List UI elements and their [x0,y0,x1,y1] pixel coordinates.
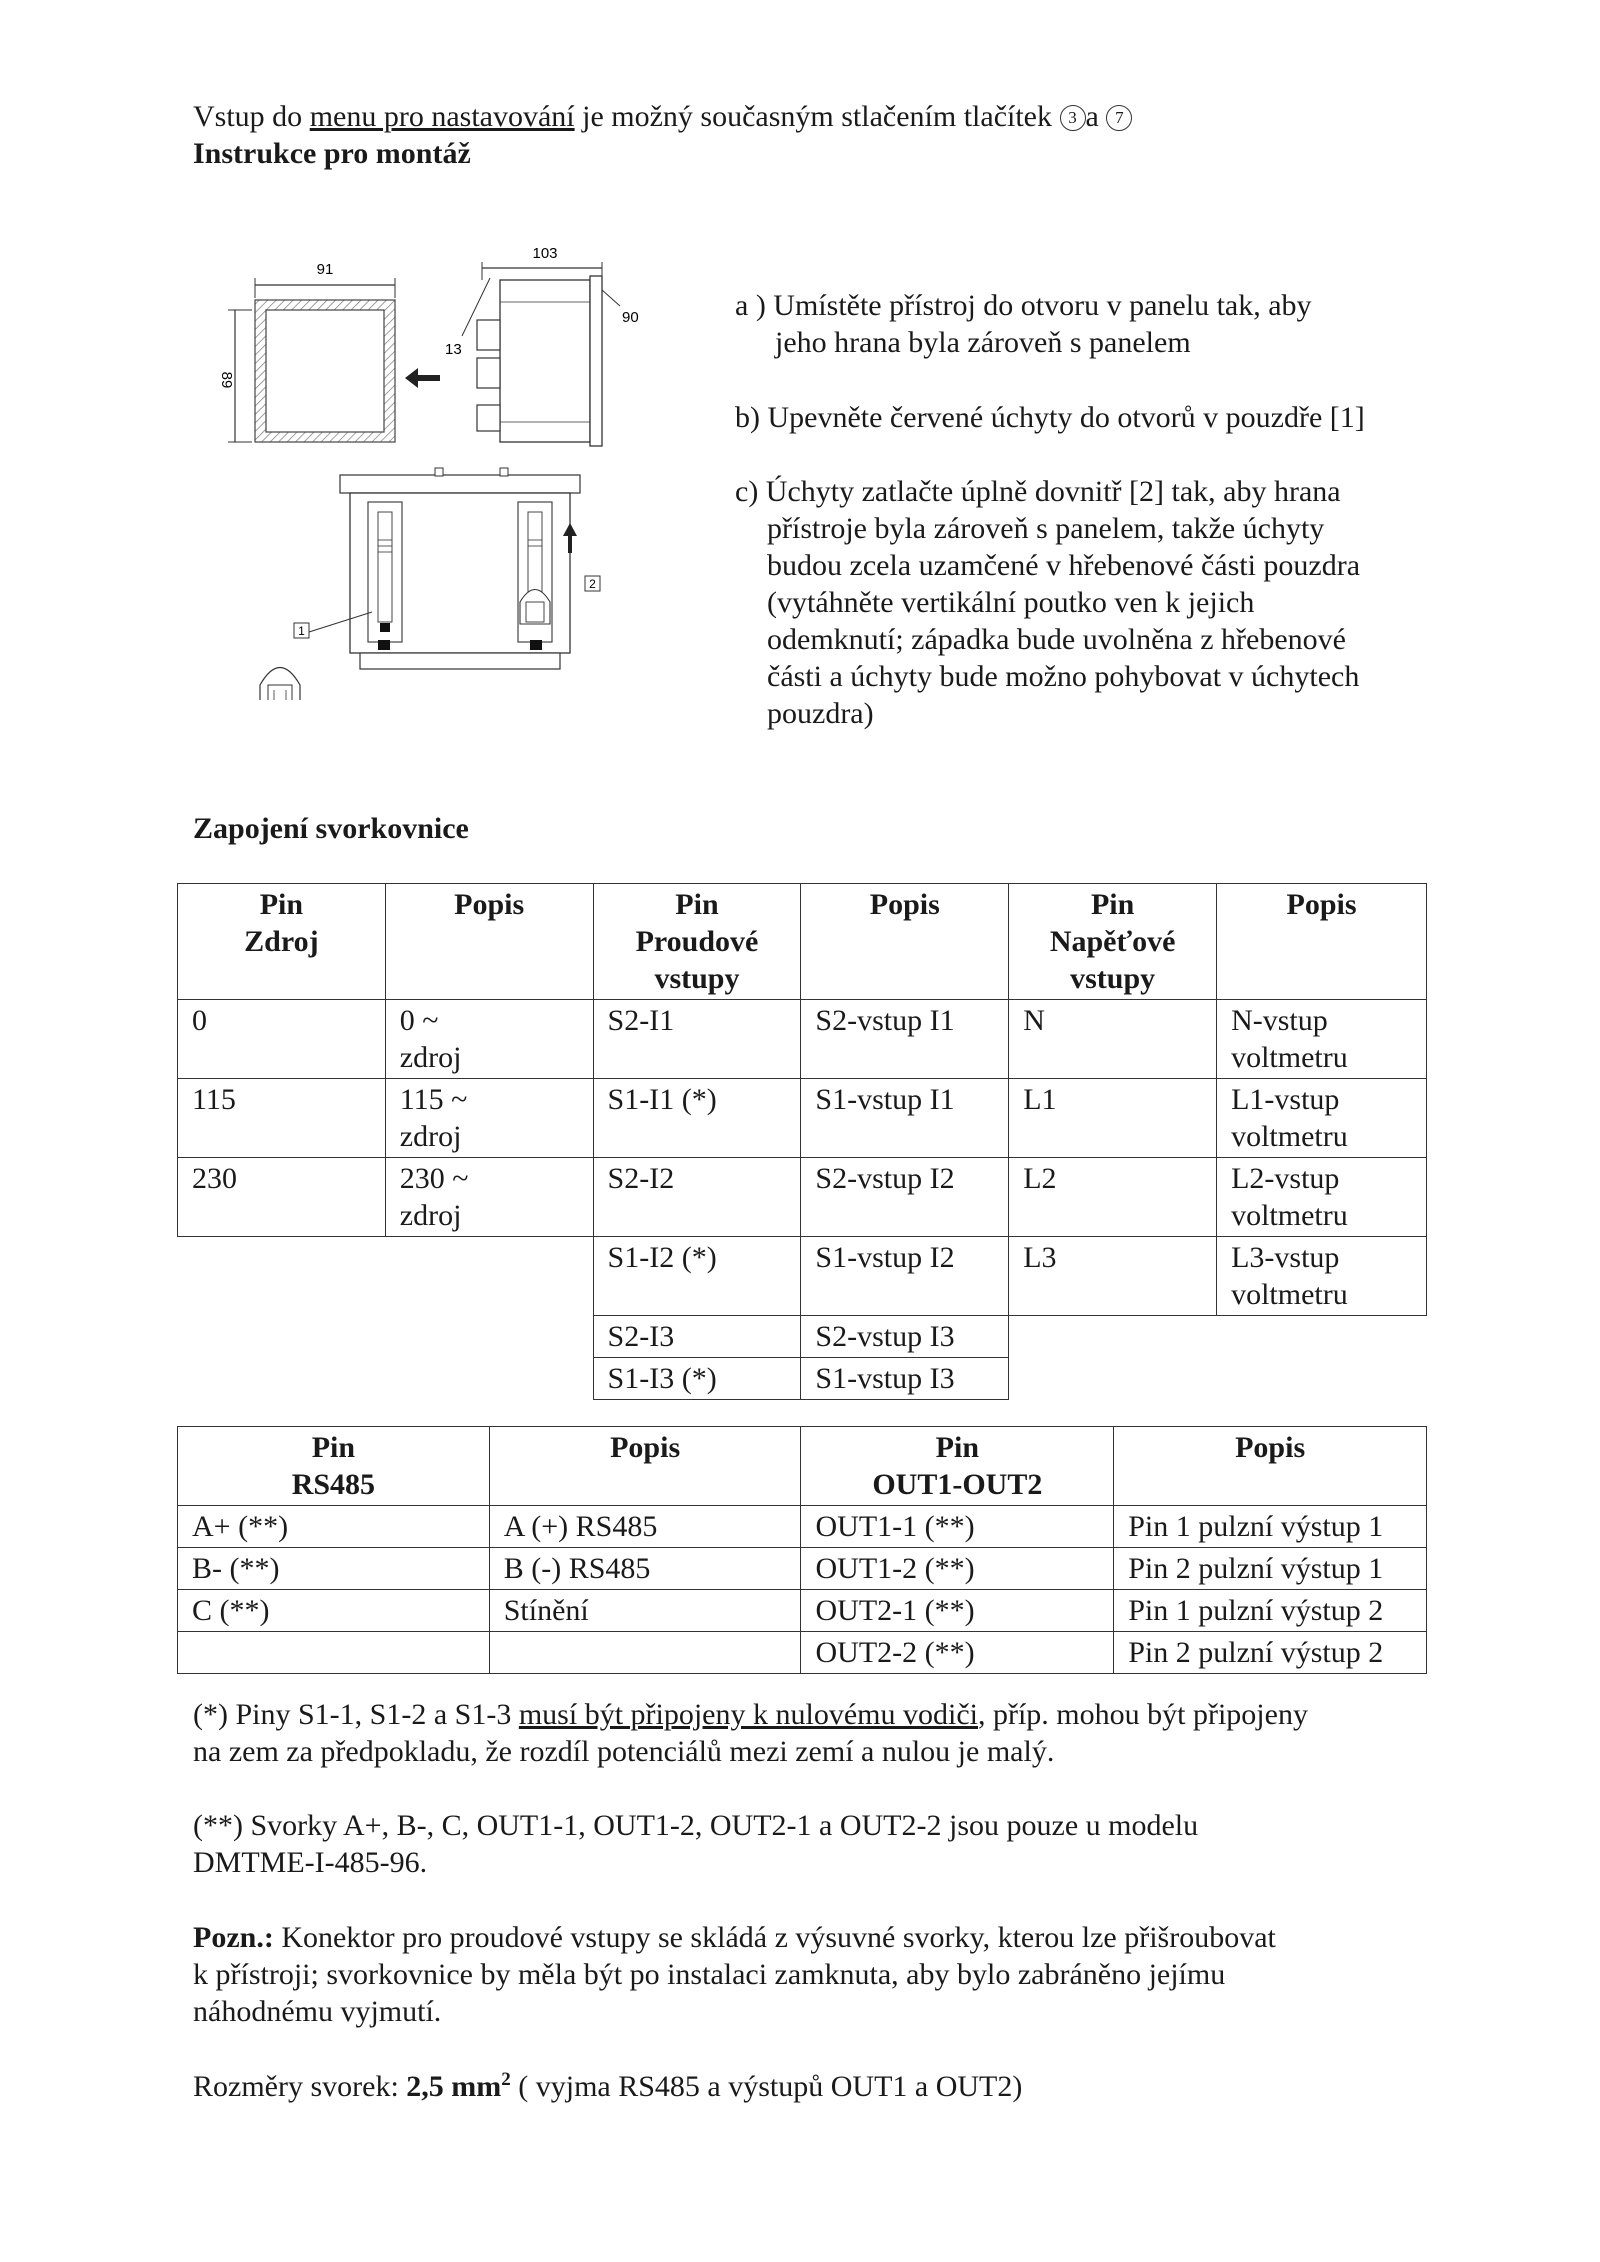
table-cell: N [1009,1000,1217,1079]
front-dimension-label: 13 [445,341,462,358]
step-b [735,399,1365,436]
mounting-diagram [200,240,660,700]
table-row [178,1358,1427,1400]
table-cell-empty [1009,1316,1217,1358]
table-row [178,1548,1427,1590]
header-pin-outputs: Pin OUT1-OUT2 [801,1427,1114,1506]
instrument-clip-view [340,468,580,669]
step-c-line: přístroje byla zároveň s panelem, takže úchyty [767,512,1325,545]
table-cell-empty [178,1316,386,1358]
note-connector-text: Konektor pro proudové vstupy se skládá z výsuvné svorky, kterou lze přišroubovat [273,1921,1276,1954]
header-pin-current: Pin Proudové vstupy [593,884,801,1000]
note-model-text: (**) Svorky A+, B-, C, OUT1-1, OUT1-2, OUT2-1 a OUT2-2 jsou pouze u modelu [193,1809,1199,1842]
table-row [178,1590,1427,1632]
table-cell-empty [385,1237,593,1316]
table-cell: B (-) RS485 [489,1548,801,1590]
note-neutral [193,1696,1308,1770]
mounting-clip-icon [260,668,300,701]
terminal-heading: Zapojení svorkovnice [193,812,469,845]
table-header-row [178,1427,1427,1506]
table-cell-empty [1217,1358,1427,1400]
table-cell: 230 ~ zdroj [385,1158,593,1237]
table-cell: S2-vstup I1 [801,1000,1009,1079]
table-cell: B- (**) [178,1548,490,1590]
table-cell: 0 ~ zdroj [385,1000,593,1079]
table-cell: S1-vstup I2 [801,1237,1009,1316]
step-c-line: části a úchyty bude možno pohybovat v úchytech [767,660,1360,693]
header-description: Popis [1217,884,1427,1000]
table-row [178,1632,1427,1674]
table-cell: S2-vstup I3 [801,1316,1009,1358]
table-cell: S1-vstup I3 [801,1358,1009,1400]
note-connector-label: Pozn.: [193,1921,274,1954]
table-cell: Pin 2 pulzní výstup 1 [1114,1548,1427,1590]
table-row [178,1237,1427,1316]
note-neutral-text: , příp. mohou být připojeny [977,1698,1308,1731]
table-cell: S1-I1 (*) [593,1079,801,1158]
depth-dimension-label: 103 [532,245,558,262]
table-cell [178,1632,490,1674]
header-description: Popis [801,884,1009,1000]
note-neutral-text: (*) Piny S1-1, S1-2 a S1-3 [193,1698,519,1731]
callout-2-label: 2 [589,577,596,591]
table-cell: 115 ~ zdroj [385,1079,593,1158]
step-c-line: odemknutí; západka bude uvolněna z hřebenové [767,623,1346,656]
table-cell [489,1632,801,1674]
note-terminal-size-text: ( vyjma RS485 a výstupů OUT1 a OUT2) [510,2070,1023,2103]
table-cell: 115 [178,1079,386,1158]
table-cell: L1 [1009,1079,1217,1158]
terminal-size-exponent: 2 [501,2069,511,2090]
table-cell: A+ (**) [178,1506,490,1548]
intro-and: a [1085,100,1099,133]
table-cell: L2 [1009,1158,1217,1237]
table-cell: OUT2-2 (**) [801,1632,1114,1674]
table-cell: S2-I3 [593,1316,801,1358]
step-c [735,473,1360,732]
rs485-output-table [177,1426,1427,1674]
intro-mid: je možný současným stlačením tlačítek [574,100,1060,133]
table-cell: Pin 1 pulzní výstup 1 [1114,1506,1427,1548]
table-cell: N-vstup voltmetru [1217,1000,1427,1079]
step-c-line: c) Úchyty zatlačte úplně dovnitř [2] tak, aby hrana [735,475,1341,508]
table-cell-empty [385,1358,593,1400]
table-row [178,1316,1427,1358]
table-cell: L3-vstup voltmetru [1217,1237,1427,1316]
table-cell: Pin 1 pulzní výstup 2 [1114,1590,1427,1632]
note-model-text: DMTME-I-485-96. [193,1846,428,1879]
note-model [193,1807,1198,1881]
table-cell: 0 [178,1000,386,1079]
table-cell: Stínění [489,1590,801,1632]
panel-cutout [255,300,395,442]
step-c-line: budou zcela uzamčené v hřebenové části pouzdra [767,549,1361,582]
intro-text [193,98,1132,135]
note-connector [193,1919,1276,2030]
table-cell: OUT1-2 (**) [801,1548,1114,1590]
table-cell: S2-I1 [593,1000,801,1079]
table-cell-empty [385,1316,593,1358]
table-cell: OUT1-1 (**) [801,1506,1114,1548]
intro-pre: Vstup do [193,100,310,133]
button-3-icon: 3 [1060,105,1086,131]
note-connector-text: k přístroji; svorkovnice by měla být po instalaci zamknuta, aby bylo zabráněno jejímu [193,1958,1226,1991]
table-row [178,1079,1427,1158]
step-c-line: pouzdra) [767,697,874,730]
table-cell: S1-vstup I1 [801,1079,1009,1158]
table-cell-empty [178,1237,386,1316]
table-cell: S1-I3 (*) [593,1358,801,1400]
mount-heading: Instrukce pro montáž [193,137,471,170]
note-terminal-size [193,2068,1022,2105]
table-cell: OUT2-1 (**) [801,1590,1114,1632]
note-neutral-text: na zem za předpokladu, že rozdíl potenciálů mezi zemí a nulou je malý. [193,1735,1055,1768]
header-pin-voltage: Pin Napěťové vstupy [1009,884,1217,1000]
settings-menu-link: menu pro nastavování [309,100,575,133]
table-header-row [178,884,1427,1000]
button-7-icon: 7 [1106,105,1132,131]
header-description: Popis [385,884,593,1000]
step-a-line: jeho hrana byla zároveň s panelem [775,326,1191,359]
terminal-table [177,883,1427,1400]
step-b-line: b) Upevněte červené úchyty do otvorů v pouzdře [1] [735,401,1365,434]
table-row [178,1000,1427,1079]
step-a [735,287,1312,361]
table-cell: S2-vstup I2 [801,1158,1009,1237]
table-cell: L2-vstup voltmetru [1217,1158,1427,1237]
table-cell: S1-I2 (*) [593,1237,801,1316]
callout-1-label: 1 [298,624,305,638]
height-dimension-label: 89 [218,371,235,389]
table-cell: C (**) [178,1590,490,1632]
note-connector-text: náhodnému vyjmutí. [193,1995,442,2028]
face-dimension-label: 90 [622,309,639,326]
note-neutral-emphasis: musí být připojeny k nulovému vodiči [518,1698,978,1731]
header-description: Popis [489,1427,801,1506]
table-cell: S2-I2 [593,1158,801,1237]
table-cell: A (+) RS485 [489,1506,801,1548]
terminal-size-value: 2,5 mm [406,2070,502,2103]
header-pin-supply: Pin Zdroj [178,884,386,1000]
table-cell: Pin 2 pulzní výstup 2 [1114,1632,1427,1674]
instrument-side-view [477,276,602,446]
table-cell-empty [178,1358,386,1400]
table-row [178,1506,1427,1548]
table-cell-empty [1009,1358,1217,1400]
header-description: Popis [1114,1427,1427,1506]
width-dimension-label: 91 [316,261,334,278]
insert-arrow-icon [405,368,440,388]
step-c-line: (vytáhněte vertikální poutko ven k jejich [767,586,1255,619]
header-pin-rs485: Pin RS485 [178,1427,490,1506]
table-cell: 230 [178,1158,386,1237]
step-a-line: a ) Umístěte přístroj do otvoru v panelu tak, aby [735,289,1312,322]
table-cell: L1-vstup voltmetru [1217,1079,1427,1158]
table-cell: L3 [1009,1237,1217,1316]
note-terminal-size-text: Rozměry svorek: [193,2070,407,2103]
table-cell-empty [1217,1316,1427,1358]
table-row [178,1158,1427,1237]
